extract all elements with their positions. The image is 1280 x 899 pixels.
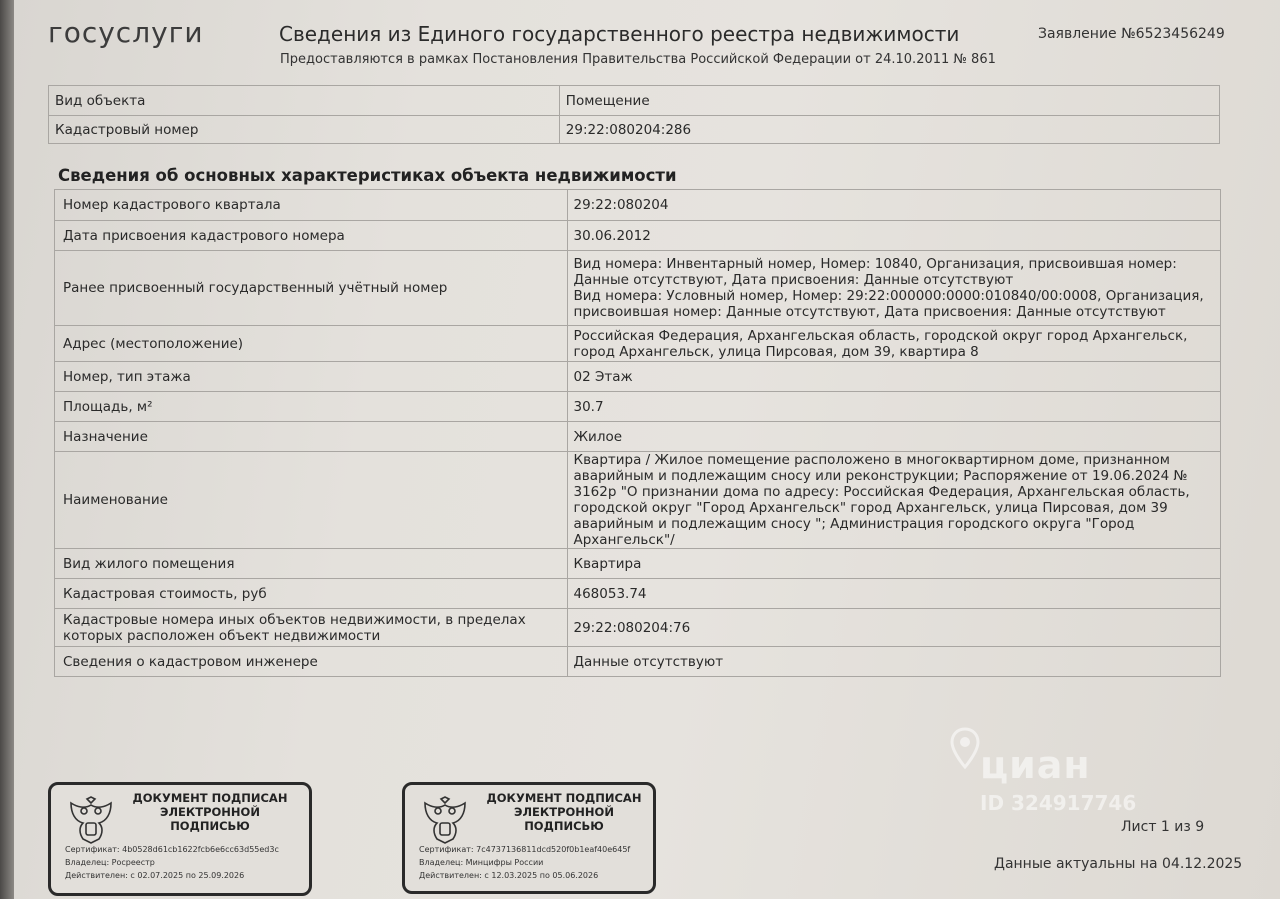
object-info-table [48,85,1220,144]
row-label: Назначение [55,422,568,452]
watermark-brand: циан [980,743,1091,787]
row-label: Ранее присвоенный государственный учётный номер [55,251,568,326]
row-label: Кадастровый номер [49,116,560,144]
table-row [55,392,1221,422]
application-number: Заявление №6523456249 [1038,26,1225,42]
row-label: Номер, тип этажа [55,362,568,392]
row-label: Дата присвоения кадастрового номера [55,221,568,251]
coat-of-arms-icon [65,795,117,847]
table-row [55,251,1221,326]
row-label: Кадастровые номера иных объектов недвижимости, в пределах которых расположен объект недвижимости [55,609,568,647]
table-row [55,362,1221,392]
row-value: Российская Федерация, Архангельская область, городской округ город Архангельск, город Архангельск, улица Пирсовая, дом 39, квартира 8 [567,326,1221,362]
page-counter: Лист 1 из 9 [1121,819,1205,835]
row-label: Площадь, м² [55,392,568,422]
stamp-title: ДОКУМЕНТ ПОДПИСАН ЭЛЕКТРОННОЙ ПОДПИСЬЮ [486,791,642,833]
coat-of-arms-icon [419,795,471,847]
table-row [55,647,1221,677]
photo-edge-shadow [0,0,14,899]
certificate-number: Сертификат: 4b0528d61cb1622fcb6e6cc63d55ed3c [65,845,279,854]
table-row [55,549,1221,579]
watermark-id: ID 324917746 [980,791,1137,815]
table-row [55,326,1221,362]
table-row [49,86,1220,116]
row-value: 29:22:080204 [567,190,1221,221]
stamp-title: ДОКУМЕНТ ПОДПИСАН ЭЛЕКТРОННОЙ ПОДПИСЬЮ [132,791,288,833]
table-row [55,190,1221,221]
table-row [55,422,1221,452]
row-label: Адрес (местоположение) [55,326,568,362]
row-label: Наименование [55,452,568,549]
row-value: 468053.74 [567,579,1221,609]
cian-watermark [950,725,1180,825]
row-label: Вид объекта [49,86,560,116]
document-title: Сведения из Единого государственного реестра недвижимости [279,22,960,46]
certificate-validity: Действителен: с 02.07.2025 по 25.09.2026 [65,871,245,880]
row-value: Данные отсутствуют [567,647,1221,677]
section-title: Сведения об основных характеристиках объекта недвижимости [58,166,677,185]
row-label: Сведения о кадастровом инженере [55,647,568,677]
row-value: Квартира [567,549,1221,579]
data-actual-date: Данные актуальны на 04.12.2025 [994,856,1243,872]
certificate-number: Сертификат: 7c4737136811dcd520f0b1eaf40e645f [419,845,631,854]
certificate-validity: Действителен: с 12.03.2025 по 05.06.2026 [419,871,599,880]
row-value: 30.06.2012 [567,221,1221,251]
table-row [55,221,1221,251]
table-row [55,609,1221,647]
stamp-certificate-info [65,843,279,882]
gosuslugi-logo: госуслуги [48,16,204,49]
document-subtitle: Предоставляются в рамках Постановления Правительства Российской Федерации от 24.10.2011 № 861 [280,52,996,67]
table-row [49,116,1220,144]
row-label: Вид жилого помещения [55,549,568,579]
location-pin-icon [950,727,980,777]
table-row [55,452,1221,549]
stamp-certificate-info [419,843,630,882]
certificate-owner: Владелец: Минцифры России [419,858,544,867]
certificate-owner: Владелец: Росреестр [65,858,155,867]
row-value: 29:22:080204:286 [559,116,1219,144]
table-row [55,579,1221,609]
row-value: Квартира / Жилое помещение расположено в многоквартирном доме, признанном аварийным и подлежащим сносу или реконструкции; Распоряжение от 19.06.2024 № 3162р "О признании дома по адресу: Российская Федерация, Архангельская область, городской округ "Город Архангельск" город Архангельск, улица Пирсовая, дом 39 аварийным и подлежащим сносу "; Администрация городского округа "Город Архангельск"/ [567,452,1221,549]
row-value: 02 Этаж [567,362,1221,392]
characteristics-table [54,189,1221,677]
signature-stamp [48,782,312,896]
row-label: Кадастровая стоимость, руб [55,579,568,609]
row-value: Жилое [567,422,1221,452]
signature-stamp [402,782,656,894]
row-value: 29:22:080204:76 [567,609,1221,647]
row-label: Номер кадастрового квартала [55,190,568,221]
row-value: 30.7 [567,392,1221,422]
row-value: Помещение [559,86,1219,116]
row-value: Вид номера: Инвентарный номер, Номер: 10840, Организация, присвоившая номер: Данные отсутствуют, Дата присвоения: Данные отсутствуют Вид номера: Условный номер, Номер: 29:22:000000:0000:010840/00:0008, Организация, присвоившая номер: Данные отсутствуют, Дата присвоения: Данные отсутствуют [567,251,1221,326]
